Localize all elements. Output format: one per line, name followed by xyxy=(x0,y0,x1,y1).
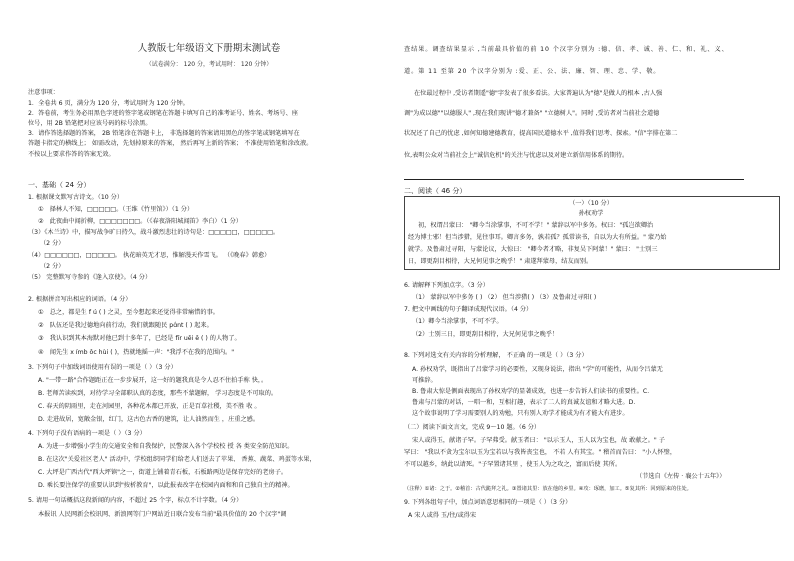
exam-title: 人教版七年级语文下册期末测试卷 xyxy=(137,43,281,54)
question-line: 罕曰： "我以不贪为宝尔以玉为宝若以与我皆丧宝也， 不若 人有其宝。" 稽首而告曰： "小人怀璧， xyxy=(404,449,677,456)
passage-text-line: 调"为成以德""以德服人" ,现在我们现讲"德才兼备" "立德树人"。同时 ,受访者对当前社会道德 xyxy=(404,110,660,117)
question-line: （2）士别三日，即更刮目相待，大兄何见事之晚乎！ xyxy=(412,331,559,338)
section-reading-heading: 二、阅读（ 46 分） xyxy=(404,187,467,195)
question-line: （5） 完整默写寺参的《逢入京使》。（4 分） xyxy=(28,274,152,281)
question-line: A 宋人或得 玉/往/或得宋 xyxy=(408,512,477,519)
divider-line xyxy=(404,179,744,180)
note-line: 2．答卷前，考生务必用黑色字迹的签字笔或钢笔在答题卡填写自己的准考证号、姓名、考场号、座 xyxy=(28,110,298,117)
question-line: （2 分） xyxy=(40,263,65,270)
passage-line: 初，权谓吕蒙曰： "卿今当涂掌事，不可不学！" 蒙辞以军中多务。权曰："孤岂欲卿治 xyxy=(418,222,654,229)
question-line: 不可以越乡，纳此以请死。"子罕置诸其里 ，使玉人为之攻之，富而后使 其所。 xyxy=(404,461,622,468)
question-line: ① 择林人不知，□□□□□。（王维《竹里馆》）（1 分） xyxy=(38,206,194,213)
question-line: 3. 下列句子中加线词语使用有误的一项是（ ）（3 分） xyxy=(28,364,177,371)
passage-line: 经为博士邪！但当涉猎，见往事耳。卿言多务，孰若孤？孤常读书，自以为大有所益。" 蒙乃始 xyxy=(408,234,667,241)
question-line: 6. 请解释下列加点字。（3 分） xyxy=(404,282,489,289)
question-line: （2 分） xyxy=(40,240,65,247)
annotation-line: （注释）①诸：之于。②稽首：古代跪拜之礼。③置诸其里：放在他的乡里。④攻：琢磨，加工。⑤复其所：回到原来的住处。 xyxy=(404,486,692,492)
question-line: 可推辞。 xyxy=(412,377,437,384)
note-line: 位号，用 2B 铅笔把对应该号码的标号涂黑。 xyxy=(28,120,152,127)
note-line: 1．全卷共 6 页，满分为 120 分，考试用时为 120 分钟。 xyxy=(28,100,189,107)
question-line: 2. 根据拼音写出相应的词语。（4 分） xyxy=(28,296,132,303)
question-line: C. 大坪是广西古代"西大坪镇"之一，街道上铺着青石板，石板路两边是保存完好的老房子。 xyxy=(38,469,288,476)
question-line: A. 为进一步增强小学生的交通安全和自我保护，民警深入各个学校校 授 各 类安全防范知识。 xyxy=(38,443,294,450)
question-line: B. 鲁肃大惊是侧面表现出了孙权劝学的显著成效，也进一步告诉人们读书的重要性。C． xyxy=(412,388,654,395)
question-line: B. 在这次"关爱社区老人" 活动中，学校组织同学们给老人们送去了苹果、 香蕉、蔬菜、鸡蛋等水果， xyxy=(38,456,316,463)
question-line: ③ 我认识到其本海默对他已到十多年了，已经是 fīr uēi ē ( ) 的人物了。 xyxy=(38,335,241,342)
section-basic-heading: 一、基础（ 24 分） xyxy=(28,181,91,189)
passage-line: 就学。及鲁肃过寻阳，与蒙论议，大惊曰： "卿今者才略，非复吴下阿蒙！" 蒙曰： "士别三 xyxy=(408,246,658,253)
note-line: 不按以上要求作答的答案无效。 xyxy=(28,151,115,158)
note-line: 答题卡指定的横线上； 如需改动，先划掉原来的答案， 然后再写上新的答案； 不准使用铅笔和涂改液。 xyxy=(28,140,313,147)
question-line: 7. 把文中画线的句子翻译成现代汉语。（4 分） xyxy=(404,306,533,313)
question-line: 9. 下列各组句子中，加点词语意思相同的一项是（ ）（3 分） xyxy=(404,499,572,506)
note-line: 3．请作答选择题的答案， 2B 铅笔涂在答题卡上， 非选择题的答案请用黑色的签字笔或钢笔填写在 xyxy=(28,130,300,137)
question-line: D. 走进故居，宽敞金银，红门，这古色古香的建筑，让人油然而生 ，庄重之感。 xyxy=(38,416,260,423)
question-line: ② 此夜曲中闻折柳，□□□□□□□。（《春夜洛阳城闻笛》李白）（1 分） xyxy=(38,218,242,225)
passage-text-line: 状况还了自己的忧虑 ,如何知德建德教育，提高国民道德水平 ,值得我们思考、探索。"信"字排在第二 xyxy=(404,130,678,137)
question-line: ② 队伍还是我过德地向前行动，我们就跟随民 pɑ́nt ( ) 起来。 xyxy=(38,322,213,329)
passage-line: 日，即更刮目相待，大兄何见事之晚乎！" 肃遂拜蒙母，结友而别。 xyxy=(408,258,593,265)
question-line: A. "一带一路"合作题距正在一步步展开，这一好的题我真是令人忍不住拍手称 快，。 xyxy=(38,377,268,384)
question-line: 1. 根据课文默写古诗文。（10 分） xyxy=(28,194,124,201)
question-line: B. 老师苦读疾到，对待学习全部职认真的态度，那些不蒙题解， 学习态度是不可取的。 xyxy=(38,390,278,397)
passage-part-heading: （一）（10 分） xyxy=(569,200,613,207)
right-column xyxy=(404,0,786,561)
question-line: ① 总之，都是生 f ú ( ) 之灵，至今想起来还觉得非常痛惜的事。 xyxy=(38,309,219,316)
question-line: 宋人或得玉，献诸子罕。子罕弗受。献玉者曰： "以示玉人，玉人以为宝也，故 敢献之。" 子 xyxy=(412,437,665,444)
source-citation: （节选自《左传 · 襄公十五年》） xyxy=(636,473,726,480)
passage-text-line: 道。第 11 至第 20 个汉字分别为 :爱、正、公、法、廉、智、理、忠、学、敬。 xyxy=(404,68,661,75)
question-line: ④ 闻先生 x ímb ǒc hùi ( )，热就地摇一声："我浮不在我的范围内。" xyxy=(38,349,235,356)
question-line: 本报讯 人民网新会校讯网、新浪网等门户网站近日联合发布当前"最具价值的 20 个汉字"调 xyxy=(38,511,287,518)
question-line: 这个故事说明了学习需要别人的劝勉，只有别人劝学才能成为有才能大有进步。 xyxy=(412,410,629,417)
question-line: A. 孙权劝学，既指出了吕蒙学习的必要性，又现身说法，指出 "学"的可能性，从而令吕蒙无 xyxy=(412,366,663,373)
question-line: （3）《木兰诗》中，描写战争旷日持久，战斗激烈悲壮的诗句是：□□□□□，□□□□□。 xyxy=(28,229,280,236)
left-column xyxy=(28,0,390,561)
notes-heading: 注意事项： xyxy=(28,89,59,96)
passage-title: 孙权劝学 xyxy=(578,210,604,217)
question-line: 4. 下列句子没有语病的一项是（ ）（3 分） xyxy=(28,430,146,437)
question-line: （1）卿今当涂掌事，不可不学。 xyxy=(412,318,503,325)
question-line: （二）阅读下面文言文，完成 9～10 题。（6 分） xyxy=(404,424,541,431)
question-line: D. 乘长要注保学的重要认识到"按析教育"，以此报表改字在校园内面和和自己独自主的精神。 xyxy=(38,482,294,489)
question-line: （1） 蒙辞以军中多务 ( ) （2） 但当涉猎( ) （3）及鲁肃过寻阳( ) xyxy=(412,294,597,301)
question-line: 8. 下列对选文有关内容的分析理解， 不正确 的一项是（ ）（3 分） xyxy=(404,352,588,359)
passage-text-line: 位,表明公众对当前社会上"诚信危机"的关注与忧虑以及对建立新信用体系的期待。 xyxy=(404,152,629,159)
question-line: C. 春天的阴雨里，走在河园里，各种花木都已开放，正是百草社稷，美不胜 收 。 xyxy=(38,403,261,410)
exam-subtitle: （试卷满分： 120 分，考试用时： 120 分钟） xyxy=(145,61,273,68)
question-line: （4）□□□□□□，□□□□□。 执花暗英无才思，惟解漫天作雪飞。 （《晚春》韩愈） xyxy=(28,252,271,259)
question-line: 5. 请用一句话概括这段新闻的内容，不超过 25 个字，标点不计字数。（4 分） xyxy=(28,497,243,504)
passage-text-line: 查结果。调查结果显示 ,当前最具价值的前 10 个汉字分别为 :德、信、孝、诚、善、仁、和、礼、义、 xyxy=(404,46,729,53)
question-line: 鲁肃与吕蒙的对话，一唱一和，互相打趣，表示了二人的真诚友谊和才略大进。D． xyxy=(412,399,640,406)
passage-text-line: 在位最过程中 ,受访者期遥"德"字发表了很多看法。大家普遍认为"德"是做人的根本 ,古人强 xyxy=(414,90,663,97)
